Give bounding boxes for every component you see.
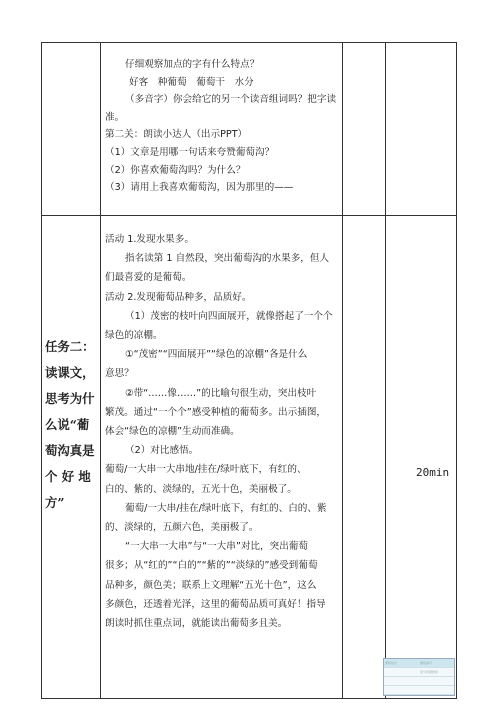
text-line: （多音字）你会给它的另一个读音组词吗？把字读 [125, 94, 337, 106]
col-border-3 [342, 42, 343, 699]
col-border-5 [456, 42, 457, 699]
text-line: 准。 [105, 111, 125, 123]
stamp-row [384, 677, 454, 686]
stamp-row [384, 668, 454, 677]
stamp-cell [419, 677, 454, 685]
stamp-cell [384, 686, 419, 694]
col-border-2 [100, 42, 101, 699]
text-line: （3）请用上我喜欢葡萄沟，因为那里的—— [105, 182, 294, 194]
col-border-1 [41, 42, 42, 699]
text-line: 们最喜爱的是葡萄。 [105, 272, 192, 284]
text-line: （1）茂密的枝叶向四面展开，就像搭起了一个个 [125, 310, 333, 322]
task-title-line: 么说“葡 [45, 417, 90, 432]
table-bottom-border [41, 698, 457, 699]
text-line: 仔细观察加点的字有什么特点？ [125, 59, 260, 70]
time-allocation: 20min [416, 466, 450, 479]
stamp-cell [419, 686, 454, 694]
text-line: 好客 种葡萄 葡萄干 水分 [129, 76, 254, 88]
text-line: 活动 1.发现水果多。 [105, 234, 194, 245]
stamp-cell [384, 677, 419, 685]
task-title-line: 读课文， [45, 365, 95, 380]
lower-content [105, 230, 333, 633]
text-line: 的、淡绿的，五颜六色，美丽极了。 [105, 522, 259, 534]
task-title-line: 个 好 地 [45, 469, 91, 484]
task-title-line: 方” [45, 495, 65, 510]
text-line: 体会“绿色的凉棚”生动而准确。 [105, 426, 240, 438]
text-line: 很多；从“红的”“白的”“紫的”“淡绿的”感受到葡萄 [105, 560, 318, 572]
upper-content [105, 56, 336, 197]
col-border-4 [385, 42, 386, 699]
text-line: ①“茂密”“四面展开”“绿色的凉棚”各是什么 [125, 349, 308, 361]
stamp-row [384, 686, 454, 695]
text-line: ②带“……像……”的比喻句很生动，突出枝叶 [125, 387, 317, 399]
text-line: 第二关：朗读小达人（出示PPT） [105, 129, 248, 141]
text-line: 白的、紫的、淡绿的，五光十色，美丽极了。 [105, 483, 297, 495]
task-title-line: 任务二： [45, 339, 95, 354]
text-line: 葡萄/一大串一大串地/挂在/绿叶底下，有红的、 [105, 464, 307, 476]
table-top-border [41, 42, 457, 43]
text-line: “一大串一大串”与“一大串”对比，突出葡萄 [125, 541, 308, 553]
info-stamp-image [383, 658, 455, 696]
stamp-row [384, 659, 454, 668]
text-line: 意思？ [105, 368, 134, 380]
stamp-cell: 课程信息 [385, 661, 398, 665]
text-line: 品种多，颜色美；联系上文理解“五光十色”，这么 [105, 579, 317, 591]
text-line: 指名读第 1 自然段，突出葡萄沟的水果多，但人 [125, 253, 330, 265]
task-title-line: 萄沟真是 [45, 443, 95, 458]
text-line: 朗读时抓住重点词，就能读出葡萄多且美。 [105, 618, 288, 630]
text-line: 活动 2.发现葡萄品种多，品质好。 [105, 291, 252, 303]
task-title-line: 思考为什 [45, 391, 95, 406]
section-divider [41, 215, 457, 216]
stamp-cell: 课程编号 [420, 661, 433, 665]
text-line: （2）对比感悟。 [125, 445, 199, 457]
lesson-plan-table [41, 42, 457, 699]
text-line: 绿色的凉棚。 [105, 330, 163, 342]
text-line: 葡萄/一大串/挂在/绿叶底下，有红的、白的、紫 [125, 502, 327, 514]
text-line: 繁茂。通过“一个个”感受种植的葡萄多。出示插图， [105, 406, 327, 418]
stamp-cell: 部分授课教师 [420, 670, 439, 674]
text-line: （2）你喜欢葡萄沟吗？为什么？ [105, 164, 246, 176]
text-line: 多颜色，还透着光泽，这里的葡萄品质可真好！指导 [105, 598, 326, 610]
stamp-cell [384, 668, 419, 676]
task-title [45, 334, 99, 516]
text-line: （1）文章是用哪一句话来夸赞葡萄沟？ [105, 146, 275, 158]
